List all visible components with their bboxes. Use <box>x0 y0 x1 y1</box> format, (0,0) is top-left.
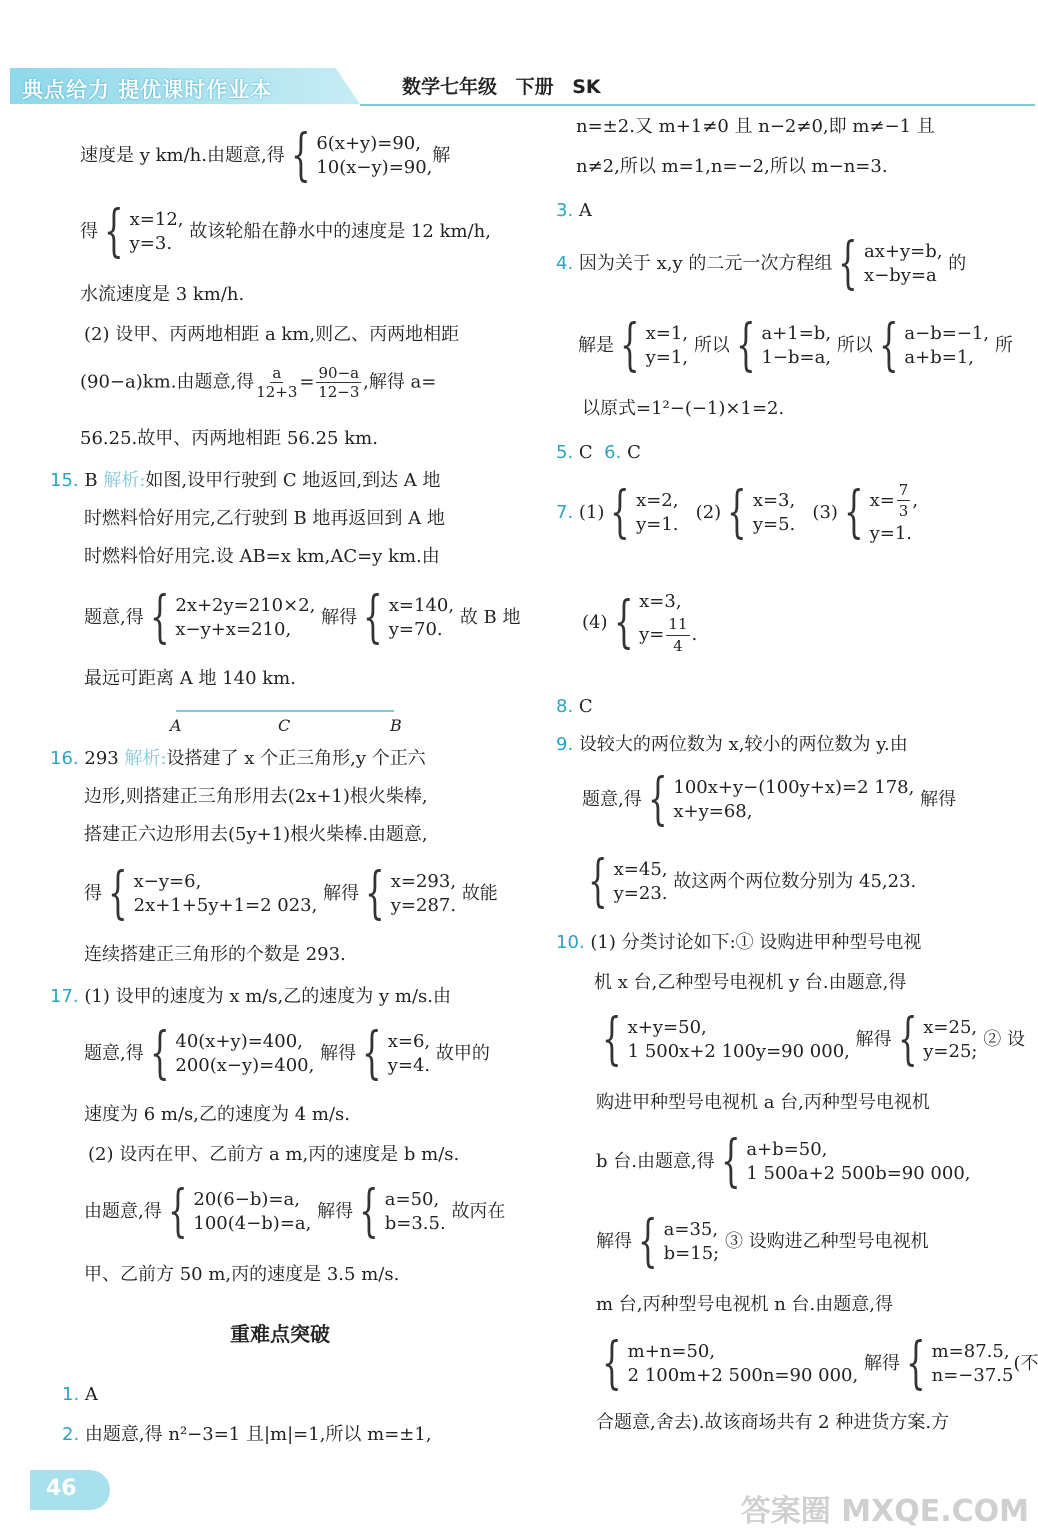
text-line: { x+y=50, 1 500x+2 100y=90 000, 解得 { x=25, y=25; ② 设 <box>602 1007 1025 1072</box>
text-line: 水流速度是 3 km/h. <box>80 284 245 305</box>
question-10: 10. (1) 分类讨论如下:① 设购进甲种型号电视 <box>556 932 922 953</box>
question-17: 17. (1) 设甲的速度为 x m/s,乙的速度为 y m/s.由 <box>50 986 451 1007</box>
question-9: 9. 设较大的两位数为 x,较小的两位数为 y.由 <box>556 734 908 755</box>
text-line: 边形,则搭建正三角形用去(2x+1)根火柴棒, <box>84 786 428 807</box>
header-rule <box>360 104 1035 106</box>
text-line: 速度是 y km/h.由题意,得 { 6(x+y)=90, 10(x−y)=90,解 <box>80 123 451 188</box>
text-line: 由题意,得 { 20(6−b)=a, 100(4−b)=a, 解得 { a=50, b=3.5. 故丙在 <box>84 1179 506 1244</box>
question-16: 16. 293 解析:设搭建了 x 个正三角形,y 个正六 <box>50 748 426 769</box>
question-7: 7. (1) { x=2, y=1. (2) { x=3, y=5. (3) { x= $\frac{7}{3}$ , y=1. <box>556 479 919 545</box>
answer-5-6: 5. C 6. C <box>556 442 641 463</box>
answer-2: 2. 由题意,得 n²−3=1 且|m|=1,所以 m=±1, <box>62 1424 432 1445</box>
text-line: 机 x 台,乙种型号电视机 y 台.由题意,得 <box>594 972 907 993</box>
page-header <box>0 60 1035 106</box>
answer-1: 1. A <box>62 1384 98 1405</box>
segment-figure <box>170 710 400 740</box>
text-line: 甲、乙前方 50 m,丙的速度是 3.5 m/s. <box>84 1264 400 1285</box>
answer-3: 3. A <box>556 200 592 221</box>
text-line: 题意,得 { 40(x+y)=400, 200(x−y)=400, 解得 { x=6, y=4. 故甲的 <box>84 1021 490 1086</box>
text-line: 以原式=1²−(−1)×1=2. <box>582 398 785 419</box>
text-line: 连续搭建正三角形的个数是 293. <box>84 944 346 965</box>
text-line: (90−a)km.由题意,得 $\frac{a}{12+3}$ = $\frac{90-a}{12-3}$ ,解得 a= <box>80 364 437 401</box>
brand-title: 典点给力 提优课时作业本 <box>22 78 273 102</box>
text-line: 最远可距离 A 地 140 km. <box>84 668 296 689</box>
point-label-a: A <box>170 716 182 735</box>
text-line: 解得 { a=35, b=15; ③ 设购进乙种型号电视机 <box>596 1209 929 1274</box>
text-line: (2) 设甲、丙两地相距 a km,则乙、丙两地相距 <box>84 324 460 345</box>
watermark-logo: 答案圈 MXQE.COM <box>740 1494 1029 1529</box>
segment-line <box>176 710 394 712</box>
text-line: 时燃料恰好用完.设 AB=x km,AC=y km.由 <box>84 546 440 567</box>
text-line: 得 { x=12, y=3. 故该轮船在静水中的速度是 12 km/h, <box>80 199 491 264</box>
page-number-tab <box>30 1470 110 1510</box>
question-15: 15. B 解析:如图,设甲行驶到 C 地返回,到达 A 地 <box>50 470 441 491</box>
text-line: 时燃料恰好用完,乙行驶到 B 地再返回到 A 地 <box>84 508 445 529</box>
section-title: 重难点突破 <box>230 1322 330 1346</box>
text-line: 得 { x−y=6, 2x+1+5y+1=2 023, 解得 { x=293, y=287. 故能 <box>84 861 498 926</box>
page-number: 46 <box>46 1476 77 1501</box>
point-label-b: B <box>390 716 402 735</box>
text-line: 解是 { x=1, y=1, 所以 { a+1=b, 1−b=a, 所以 { a−b=−1, a+b=1, 所 <box>578 313 1013 378</box>
text-line: 题意,得 { 100x+y−(100y+x)=2 178, x+y=68, 解得 <box>582 767 957 832</box>
question-4: 4. 因为关于 x,y 的二元一次方程组 { ax+y=b, x−by=a 的 <box>556 231 967 296</box>
text-line: b 台.由题意,得 { a+b=50, 1 500a+2 500b=90 000, <box>596 1129 971 1194</box>
text-line: n=±2.又 m+1≠0 且 n−2≠0,即 m≠−1 且 <box>576 116 935 137</box>
text-line: 题意,得 { 2x+2y=210×2, x−y+x=210, 解得 { x=140, y=70. 故 B 地 <box>84 585 521 650</box>
text-line: (2) 设丙在甲、乙前方 a m,丙的速度是 b m/s. <box>88 1144 460 1165</box>
text-line: 56.25.故甲、丙两地相距 56.25 km. <box>80 428 378 449</box>
text-line: 速度为 6 m/s,乙的速度为 4 m/s. <box>84 1104 350 1125</box>
subject-title: 数学七年级 下册 SK <box>402 76 601 98</box>
text-line: { x=45, y=23. 故这两个两位数分别为 45,23. <box>588 849 917 914</box>
answer-8: 8. C <box>556 696 593 717</box>
text-line: n≠2,所以 m=1,n=−2,所以 m−n=3. <box>576 156 888 177</box>
text-line: { m+n=50, 2 100m+2 500n=90 000, 解得 { m=87.5, n=−37.5(不 <box>602 1331 1038 1396</box>
text-line: m 台,丙种型号电视机 n 台.由题意,得 <box>596 1294 893 1315</box>
question-7-4: (4) { x=3, y= $\frac{11}{4}$ . <box>582 589 698 655</box>
point-label-c: C <box>278 716 291 735</box>
text-line: 搭建正六边形用去(5y+1)根火柴棒.由题意, <box>84 824 428 845</box>
text-line: 购进甲种型号电视机 a 台,丙种型号电视机 <box>596 1092 930 1113</box>
text-line: 合题意,舍去).故该商场共有 2 种进货方案.方 <box>596 1412 950 1433</box>
